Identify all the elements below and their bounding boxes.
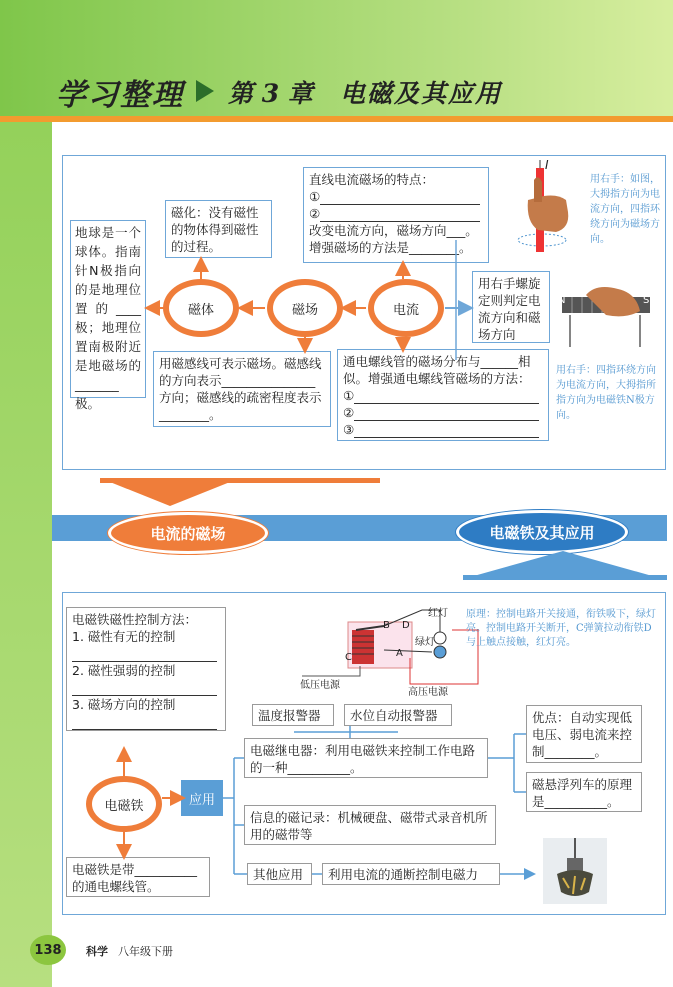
- other-applications-box: 其他应用: [247, 863, 312, 885]
- chapter-number: 第 3 章: [228, 79, 313, 108]
- page-number-badge: 138: [30, 935, 66, 965]
- earth-magnetism-box: 地球是一个球体。指南针N极指向的是地理位置的____极；地理位置南极附近是地磁场的_______极。: [70, 220, 146, 398]
- solenoid-title: 通电螺线管的磁场分布与______相似。增强通电螺线管磁场的方法：: [343, 354, 531, 386]
- straight-line-1: ①: [309, 188, 483, 205]
- relay-principle-note: 原理：控制电路开关接通，衔铁吸下，绿灯亮。控制电路开关断开，C弹簧拉动衔铁D与上触点接触，红灯亮。: [466, 609, 656, 648]
- magnetic-record-box: 信息的磁记录：机械硬盘、磁带式录音机所用的磁带等: [244, 805, 496, 845]
- label-north: N: [558, 295, 566, 306]
- relay-label-B: B: [383, 620, 390, 631]
- note-solenoid: 用右手：四指环绕方向为电流方向，大拇指所指方向为电磁铁N极方向。: [556, 365, 656, 421]
- label-current-top: I: [545, 158, 549, 172]
- ring-magnet: 磁体: [163, 279, 239, 337]
- straight-line-3: 改变电流方向，磁场方向___。: [309, 223, 478, 238]
- relay-label-D: D: [402, 620, 410, 631]
- solenoid-line-2: ②: [343, 404, 543, 421]
- field-line-box: 用磁感线可表示磁场。磁感线的方向表示_______________方向；磁感线的疏密程度表示________。: [153, 351, 331, 427]
- apply-label: 应用: [181, 780, 223, 816]
- electromagnet-definition-box: 电磁铁是带__________的通电螺线管。: [66, 857, 210, 897]
- relay-label-green-lamp: 绿灯: [415, 637, 435, 648]
- header-title: 学习整理: [56, 78, 184, 113]
- middle-label-right: 电磁铁及其应用: [456, 510, 628, 554]
- maglev-box: 磁悬浮列车的原理是__________。: [526, 772, 642, 812]
- label-south: S: [643, 295, 650, 306]
- straight-line-2: ②: [309, 205, 483, 222]
- temperature-alarm-box: 温度报警器: [252, 704, 334, 726]
- water-level-alarm-box: 水位自动报警器: [344, 704, 452, 726]
- ring-electromagnet: 电磁铁: [86, 776, 162, 832]
- relay-label-A: A: [396, 648, 403, 659]
- footer-grade: 八年级下册: [118, 945, 173, 958]
- ring-current: 电流: [368, 279, 444, 337]
- advantage-box: 优点：自动实现低电压、弱电流来控制________。: [526, 705, 642, 763]
- solenoid-line-1: ①: [343, 387, 543, 404]
- chapter-subject: 电磁及其应用: [340, 79, 503, 108]
- control-title: 电磁铁磁性控制方法：: [72, 612, 198, 627]
- relay-label-high-voltage: 高压电源: [408, 687, 448, 698]
- control-item-1: 1. 磁性有无的控制: [72, 629, 176, 644]
- right-hand-rule-box: 用右手螺旋定则判定电流方向和磁场方向: [472, 271, 550, 343]
- other-applications-desc: 利用电流的通断控制电磁力: [322, 863, 500, 885]
- relay-label-red-lamp: 红灯: [428, 608, 448, 619]
- control-item-3: 3. 磁场方向的控制: [72, 697, 176, 712]
- magnetization-box: 磁化：没有磁性的物体得到磁性的过程。: [165, 200, 272, 258]
- footer-subject: 科学: [86, 945, 108, 958]
- control-item-2: 2. 磁性强弱的控制: [72, 663, 176, 678]
- middle-label-left: 电流的磁场: [108, 512, 268, 554]
- relay-box: 电磁继电器：利用电磁铁来控制工作电路的一种__________。: [244, 738, 488, 778]
- relay-label-low-voltage: 低压电源: [300, 680, 340, 691]
- note-straight-wire: 用右手：如图，大拇指方向为电流方向，四指环绕方向为磁场方向。: [590, 174, 660, 245]
- relay-label-C: C: [345, 652, 352, 663]
- ring-magnetic-field: 磁场: [267, 279, 343, 337]
- solenoid-line-3: ③: [343, 421, 543, 438]
- straight-title: 直线电流磁场的特点：: [309, 172, 435, 187]
- straight-line-4: 增强磁场的方法是________。: [309, 240, 472, 255]
